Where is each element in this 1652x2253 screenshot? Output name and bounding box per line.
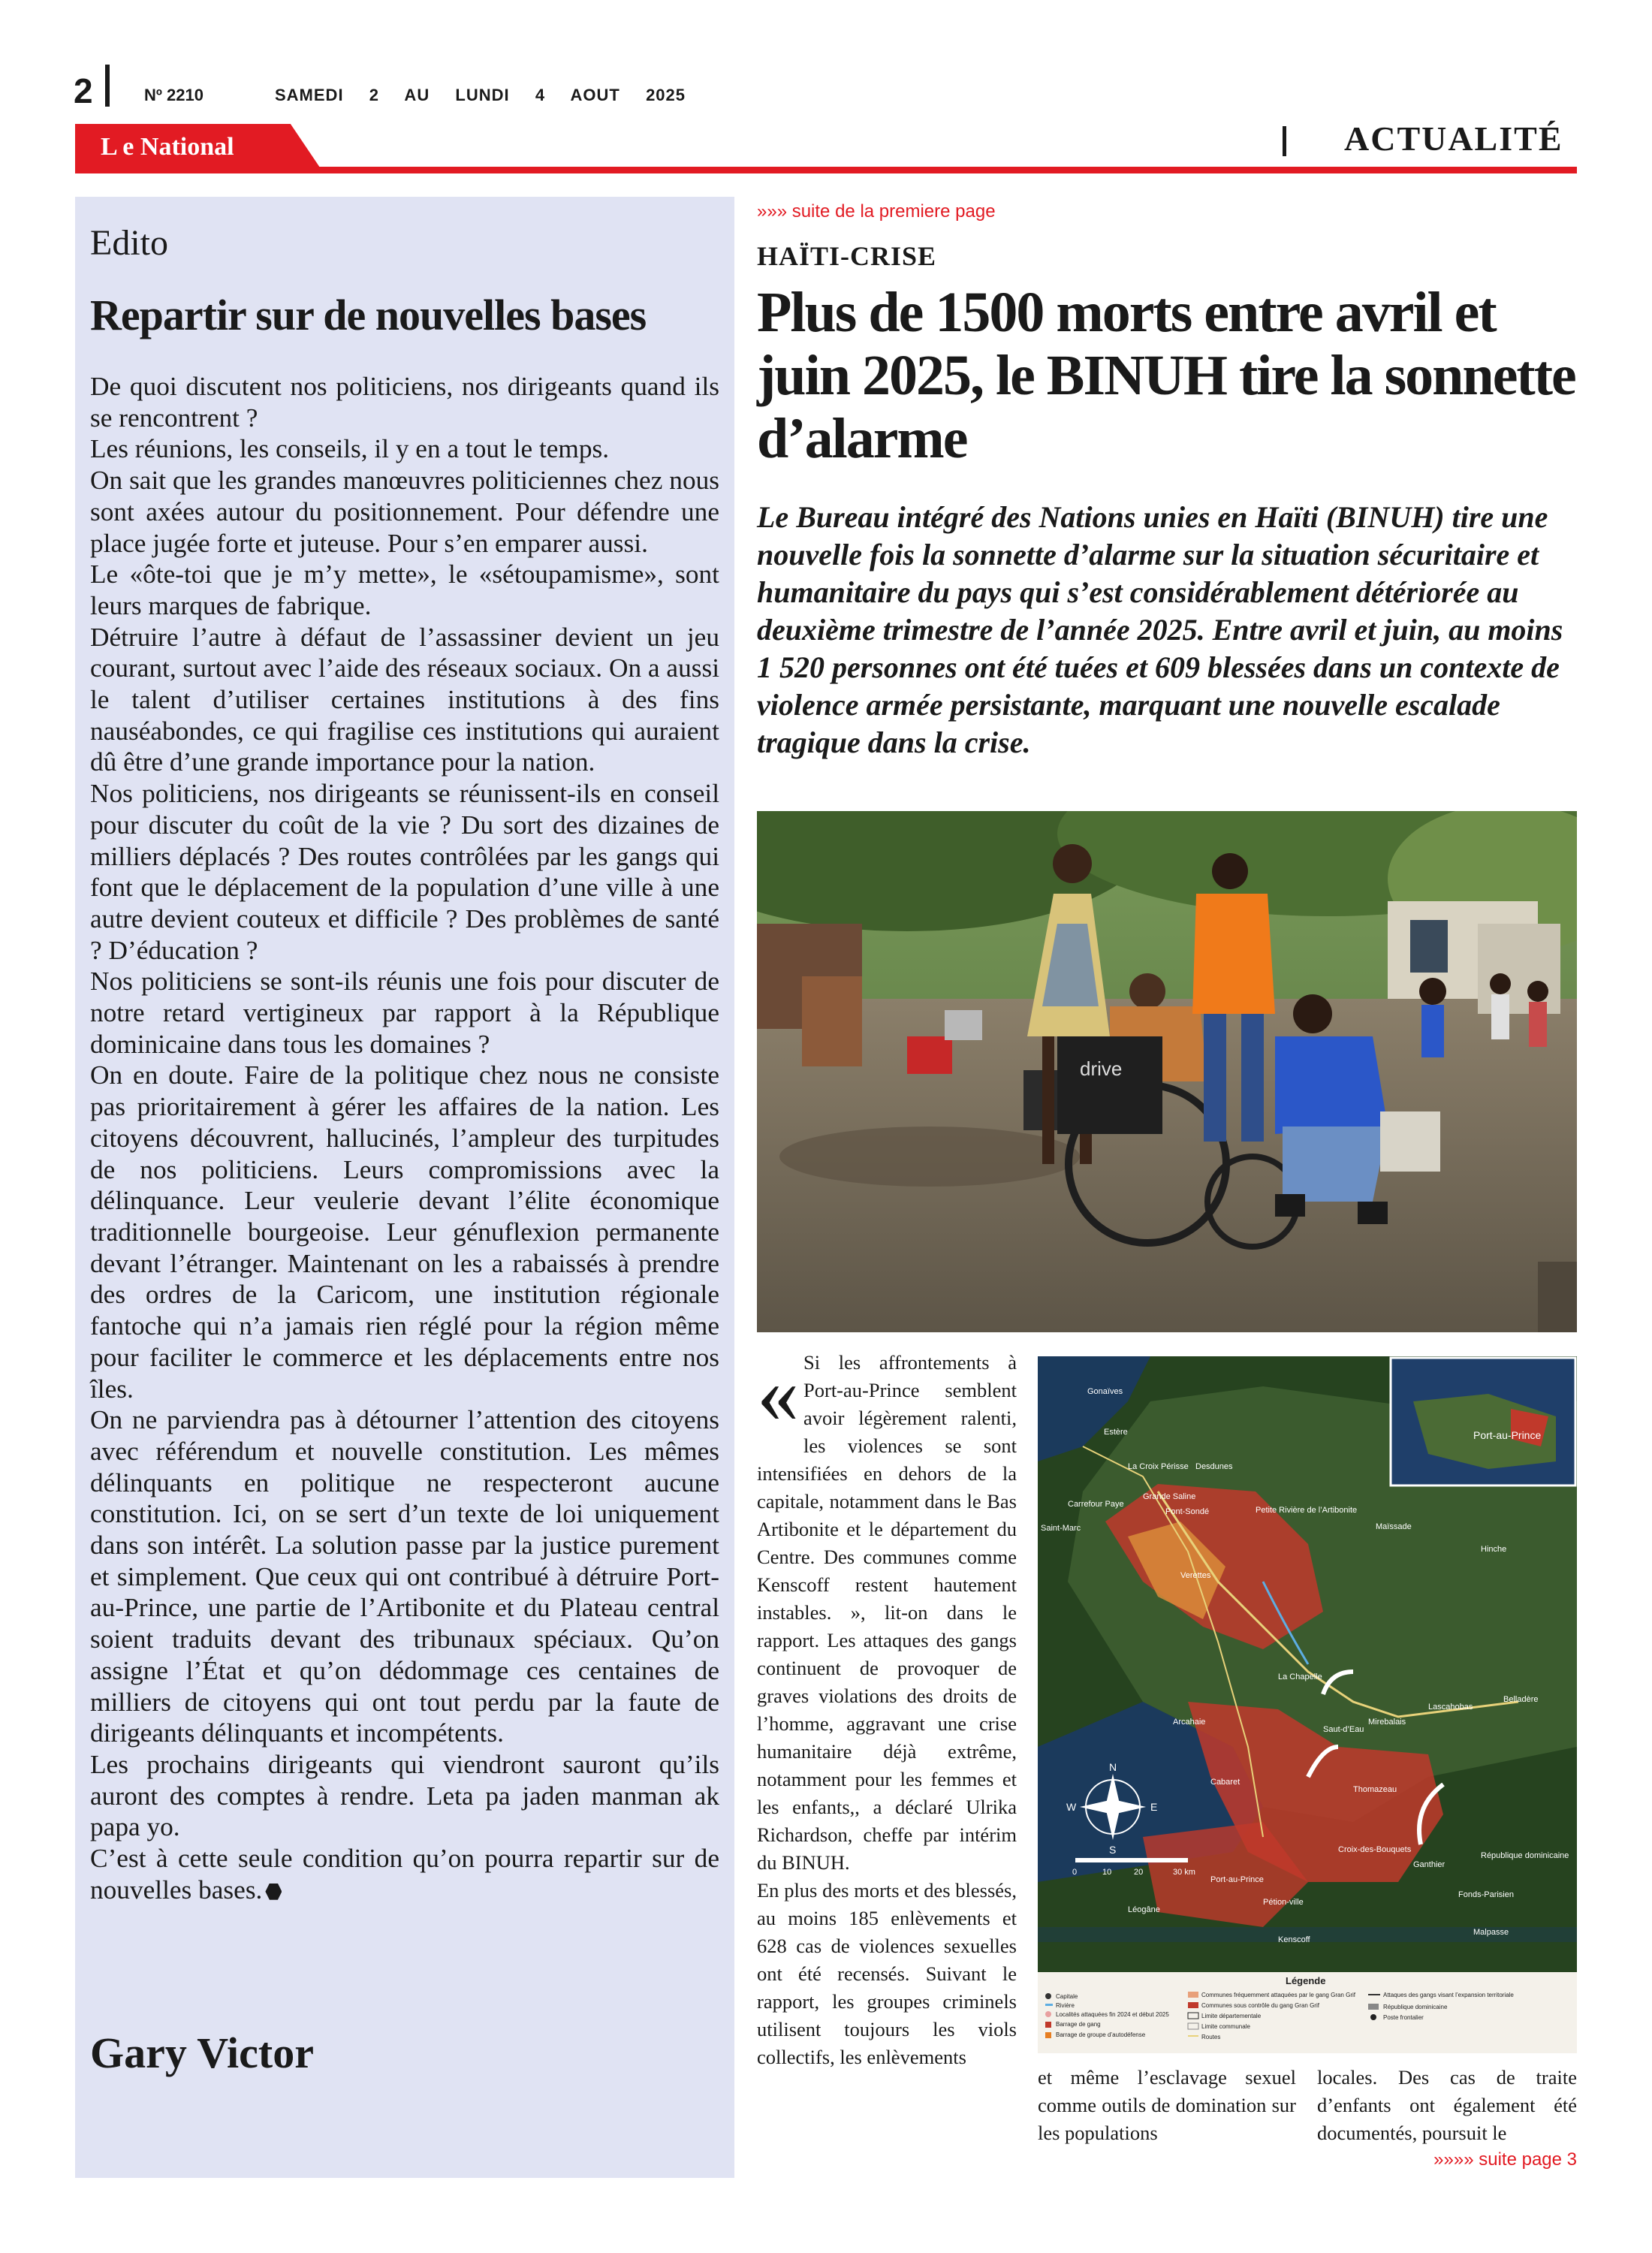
article-column-3: locales. Des cas de traite d’enfants ont également été documentés, poursuit le xyxy=(1317,2066,1577,2144)
page-number: 2 xyxy=(74,71,93,110)
article-paragraph: En plus des morts et des blessés, au moins 185 enlèvements et 628 cas de violences sexuelles ont été recensés. Suivant le rapport, les groupes criminels utilisent toujours les viols collectifs, les enlèvements xyxy=(757,1879,1017,2068)
continued-on-link: »»»» suite page 3 xyxy=(1433,2149,1577,2170)
editorial-title: Repartir sur de nouvelles bases xyxy=(90,291,647,339)
map-label: Belladère xyxy=(1503,1695,1539,1704)
scale-tick: 0 xyxy=(1072,1868,1078,1877)
legend-item: Capitale xyxy=(1056,1993,1078,2000)
legend-item: Communes fréquemment attaquées par le gang Gran Grif xyxy=(1201,1992,1355,1998)
scale-tick: 30 km xyxy=(1173,1868,1195,1877)
legend-item: Poste frontalier xyxy=(1383,2014,1424,2021)
map-label: Mirebalais xyxy=(1368,1718,1406,1727)
legend-item: Routes xyxy=(1201,2034,1221,2040)
map-label: Cabaret xyxy=(1210,1778,1241,1787)
editorial-paragraph: On en doute. Faire de la politique chez nous ne consiste pas prioritairement à gérer les affaires de la nation. Les citoyens découvrent, hallucinés, l’ampleur des turpitudes de nos politiciens. Leurs compromissions avec la délinquance. Leur veulerie devant l’élite économique traditionnelle bourgeoise. Leur génuflexion permanente devant l’étranger. Maintenant on les a rabaissés à prendre des ordres de la Caricom, une institution régionale fantoche qui n’a jamais rien réglé pour la région même pour faciliter le commerce et les déplacements entre nos îles. xyxy=(90,1060,719,1404)
scale-tick: 10 xyxy=(1102,1868,1112,1877)
pull-quote-mark: « xyxy=(757,1347,799,1440)
compass-e: E xyxy=(1150,1801,1158,1813)
wheelchair-brand-text: drive xyxy=(1080,1057,1123,1080)
map-label: Pont-Sondé xyxy=(1165,1507,1210,1516)
map-label: Fonds-Parisien xyxy=(1458,1890,1514,1899)
map-label: Arcahaie xyxy=(1173,1718,1206,1727)
map-label: La Chapelle xyxy=(1278,1672,1322,1681)
map-label: Kenscoff xyxy=(1278,1935,1310,1944)
legend-item: Limite communale xyxy=(1201,2023,1250,2030)
legend-item: Barrage de gang xyxy=(1056,2021,1101,2028)
legend-item: Localités attaquées fin 2024 et début 2025 xyxy=(1056,2011,1169,2018)
editorial-paragraph: De quoi discutent nos politiciens, nos dirigeants quand ils se rencontrent ? xyxy=(90,372,719,433)
compass-s: S xyxy=(1109,1844,1117,1856)
map-label: Port-au-Prince xyxy=(1210,1875,1264,1884)
map-label: Carrefour Paye xyxy=(1068,1500,1124,1509)
article-paragraph: Si les affrontements à Port-au-Prince semblent avoir légèrement ralenti, les violences se sont intensifiées en dehors de la capitale, notamment dans le Bas Artibonite et le département du Centre. Des communes comme Kenscoff restent hautement instables. », lit-on dans le rapport. Les attaques des gangs continuent de provoquer de graves violations des droits de l’homme, aggravant une crise humanitaire déjà extrême, notamment pour les femmes et les enfants,, a déclaré Ulrika Richardson, cheffe par intérim du BINUH. xyxy=(757,1351,1017,1874)
legend-item: Attaques des gangs visant l’expansion territoriale xyxy=(1383,1992,1514,1998)
map-label: Saut-d’Eau xyxy=(1323,1725,1364,1734)
header-rule xyxy=(75,167,1577,173)
map-label: Hinche xyxy=(1481,1545,1507,1554)
editorial-paragraph: Les prochains dirigeants qui viendront sauront qu’ils auront des comptes à rendre. Leta pa jaden manman ak papa yo. xyxy=(90,1749,719,1842)
issue-number: Nº 2210 xyxy=(144,86,203,104)
map-label: Pétion-ville xyxy=(1263,1898,1304,1907)
legend-item: Barrage de groupe d’autodéfense xyxy=(1056,2031,1146,2038)
issue-date: SAMEDI 2 AU LUNDI 4 AOUT 2025 xyxy=(275,86,686,104)
news-photo xyxy=(757,811,1577,1332)
editorial-paragraph-last xyxy=(90,1843,719,1905)
section-divider xyxy=(1283,126,1286,156)
article-lead: Le Bureau intégré des Nations unies en Haïti (BINUH) tire une nouvelle fois la sonnette d’alarme sur la situation sécuritaire et humanitaire du pays qui s’est considérablement détériorée au deuxième trimestre de l’année 2025. Entre avril et juin, au moins 1 520 personnes ont été tuées et 609 blessées dans un contexte de violence armée persistante, marquant une nouvelle escalade tragique dans la crise. xyxy=(757,500,1563,759)
map-label: Desdunes xyxy=(1195,1462,1233,1471)
article-kicker: HAÏTI-CRISE xyxy=(757,241,937,271)
map-legend-title: Légende xyxy=(1286,1975,1326,1986)
page-number-divider xyxy=(105,65,110,107)
map-label: Verettes xyxy=(1180,1571,1211,1580)
editorial-kicker: Edito xyxy=(90,223,168,263)
editorial-paragraph: On sait que les grandes manœuvres politiciennes chez nous sont axées autour du positionnement. Pour défendre une place jugée forte et juteuse. Pour s’en emparer aussi. xyxy=(90,466,719,558)
map-label: Gonaïves xyxy=(1087,1387,1123,1396)
map-label: Estère xyxy=(1104,1428,1128,1437)
map-label: Lascahobas xyxy=(1428,1703,1473,1712)
editorial-closing-text: C’est à cette seule condition qu’on pourra repartir sur de nouvelles bases. xyxy=(90,1844,719,1905)
editorial-paragraph: Détruire l’autre à défaut de l’assassiner devient un jeu courant, surtout avec l’aide des réseaux sociaux. On a aussi le talent d’utiliser certaines institutions à des fins nauséabondes, ce qui fragilise ces institutions qui auraient dû être d’une grande importance pour la nation. xyxy=(90,622,720,777)
editorial-paragraph: Les réunions, les conseils, il y en a tout le temps. xyxy=(90,434,610,464)
editorial-author: Gary Victor xyxy=(90,2028,314,2077)
editorial-paragraph: Nos politiciens se sont-ils réunis une fois pour discuter de notre retard vertigineux par rapport à la République dominicaine dans tous les domaines ? xyxy=(90,967,719,1059)
legend-item: République dominicaine xyxy=(1383,2004,1448,2010)
editorial-paragraph: Nos politiciens, nos dirigeants se réunissent-ils en conseil pour discuter du coût de la vie ? Du sort des dizaines de milliers déplacés ? Des routes contrôlées par les gangs qui font que le déplacement de la population d’une ville à une autre devient couteux et difficile ? Des problèmes de santé ? D’éducation ? xyxy=(90,779,719,965)
map-label: La Croix Périsse xyxy=(1128,1462,1189,1471)
map-label: Malpasse xyxy=(1473,1928,1509,1937)
conflict-map xyxy=(1038,1356,1577,2053)
continued-from-link: »»» suite de la premiere page xyxy=(757,201,996,222)
map-label: Petite Rivière de l’Artibonite xyxy=(1256,1506,1358,1515)
map-label: Ganthier xyxy=(1413,1860,1446,1869)
section-title: ACTUALITÉ xyxy=(1344,119,1563,158)
map-label: Saint-Marc xyxy=(1041,1524,1081,1533)
compass-w: W xyxy=(1066,1801,1077,1813)
editorial-paragraph: Le «ôte-toi que je m’y mette», le «sétoupamisme», sont leurs marques de fabrique. xyxy=(90,559,719,620)
legend-item: Limite départementale xyxy=(1201,2013,1262,2019)
end-of-article-icon xyxy=(265,1884,282,1900)
map-label: Grande Saline xyxy=(1143,1492,1196,1501)
legend-item: Rivière xyxy=(1056,2002,1075,2009)
map-label: Léogâne xyxy=(1128,1905,1160,1914)
newspaper-name: L e National xyxy=(101,133,234,161)
editorial-body xyxy=(90,371,719,1905)
map-label: Maïssade xyxy=(1376,1522,1412,1531)
legend-item: Communes sous contrôle du gang Gran Grif xyxy=(1201,2002,1319,2009)
editorial-paragraph: On ne parviendra pas à détourner l’attention des citoyens avec référendum et nouvelle constitution. Les mêmes délinquants en politique ne respecteront aucune constitution. Ici, on se sert d’un texte de loi uniquement dans son intérêt. La solution passe par la justice purement et simplement. Que ceux qui ont contribué à détruire Port-au-Prince, une partie de l’Artibonite et du Plateau central soient traduits devant des tribunaux spéciaux. Qu’on assigne l’État et qu’on dédommage ces centaines de milliers de citoyens qui ont tout perdu par la faute de dirigeants délinquants et incompétents. xyxy=(90,1405,719,1748)
map-label: République dominicaine xyxy=(1481,1851,1569,1860)
article-column-1 xyxy=(757,1349,1017,2071)
map-label: Croix-des-Bouquets xyxy=(1338,1845,1412,1854)
inset-map-label: Port-au-Prince xyxy=(1473,1429,1542,1441)
article-column-2: et même l’esclavage sexuel comme outils de domination sur les populations xyxy=(1038,2066,1296,2144)
article-headline: Plus de 1500 morts entre avril et juin 2025, le BINUH tire la sonnette d’alarme xyxy=(757,281,1575,470)
map-label: Thomazeau xyxy=(1353,1785,1397,1794)
scale-tick: 20 xyxy=(1134,1868,1144,1877)
compass-n: N xyxy=(1109,1761,1117,1773)
